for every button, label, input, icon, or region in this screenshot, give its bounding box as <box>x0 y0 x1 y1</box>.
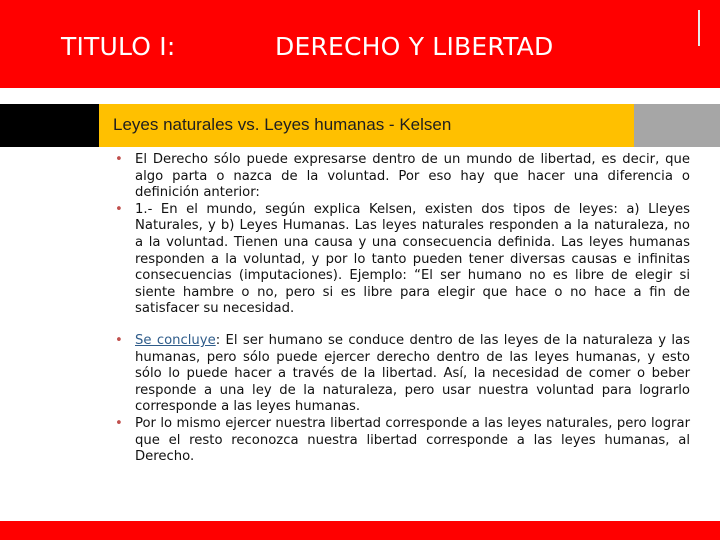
bullet-dot-icon: • <box>115 152 123 167</box>
bullet-text: Por lo mismo ejercer nuestra libertad corresponde a las leyes naturales, pero lograr que el resto reconozca nuestra libertad corresponde a las leyes humanas, al Derecho. <box>135 415 690 465</box>
bullet-text: 1.- En el mundo, según explica Kelsen, existen dos tipos de leyes: a) Lleyes Naturales, y b) Leyes Humanas. Las leyes naturales responden a la naturaleza, no a la voluntad. Tienen una causa y una consecuencia definida. Las leyes humanas responden a la voluntad, y por lo tanto pueden tener diversas causas e infinitas consecuencias (imputaciones). Ejemplo: “El ser humano no es libre de elegir si siente hambre o no, pero si es libre para elegir que hace o no hace a fin de satisfacer su necesidad. <box>135 201 690 317</box>
bullet-text: El Derecho sólo puede expresarse dentro de un mundo de libertad, es decir, que algo parta o nazca de la voluntad. Por eso hay que hacer una diferencia o definición anterior: <box>135 152 690 201</box>
bullet-dot-icon: • <box>115 332 123 348</box>
conclusion-link[interactable]: Se concluye <box>135 332 216 348</box>
bullet-text: : El ser humano se conduce dentro de las leyes de la naturaleza y las humanas, pero sólo puede ejercer derecho dentro de las leyes humanas, y esto sólo lo puede hacer a través de la libertad. Así, la necesidad de comer o beber responde a una ley de la naturaleza, pero usar nuestra voluntad para lograrlo corresponde a las leyes humanas. <box>135 332 690 415</box>
page-title: DERECHO Y LIBERTAD <box>275 32 554 61</box>
header-divider <box>698 10 700 46</box>
band-gray-block <box>634 104 720 147</box>
bullet-item <box>112 333 690 416</box>
bullet-item <box>112 202 690 318</box>
bullet-dot-icon: • <box>115 415 123 431</box>
slide-subtitle: Leyes naturales vs. Leyes humanas - Kelsen <box>113 115 452 134</box>
footer-bar <box>0 521 720 540</box>
bullet-item <box>112 416 690 466</box>
bullet-dot-icon: • <box>115 201 123 217</box>
paragraph-gap <box>112 318 690 333</box>
title-left: TITULO I: <box>61 32 176 61</box>
band-black-block <box>0 104 99 147</box>
bullet-item <box>112 152 690 202</box>
content-body <box>112 152 690 466</box>
title-bar <box>0 0 720 88</box>
